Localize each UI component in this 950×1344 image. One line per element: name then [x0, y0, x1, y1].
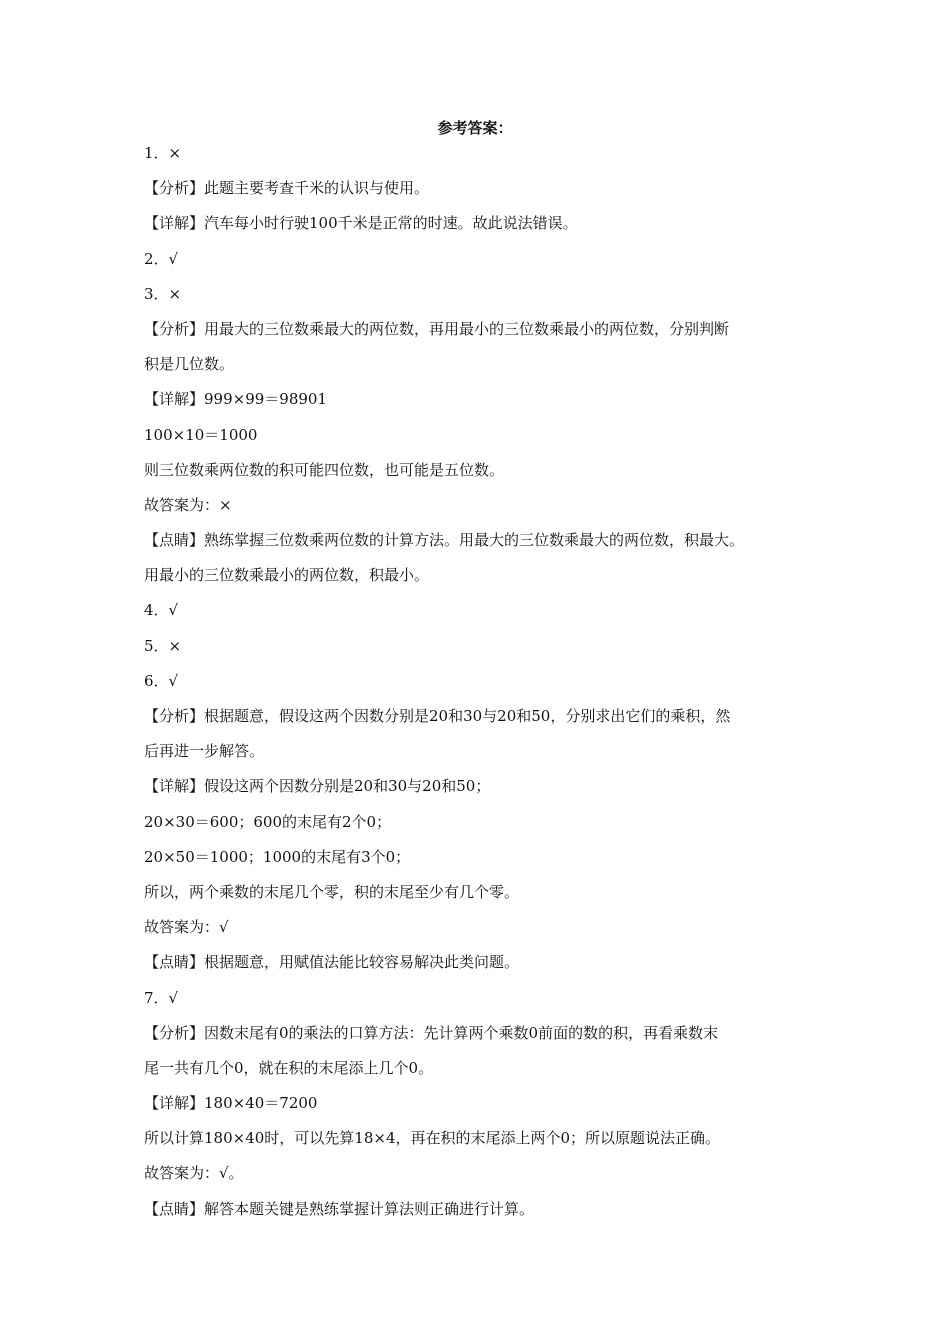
- text-line: 【分析】此题主要考查千米的认识与使用。: [144, 179, 430, 198]
- text-line: 【点睛】熟练掌握三位数乘两位数的计算方法。用最大的三位数乘最大的两位数，积最大。: [144, 531, 745, 550]
- text-line: 则三位数乘两位数的积可能四位数，也可能是五位数。: [144, 460, 505, 479]
- text-line: 用最小的三位数乘最小的两位数，积最小。: [144, 566, 430, 585]
- text-line: 7．√: [144, 988, 179, 1007]
- page-title: 参考答案：: [437, 119, 513, 137]
- text-line: 【详解】180×40＝7200: [144, 1094, 318, 1113]
- text-line: 5．×: [144, 636, 182, 655]
- answer-content: [144, 140, 824, 1231]
- text-line: 所以计算180×40时，可以先算18×4，再在积的末尾添上两个0；所以原题说法正确。: [144, 1129, 721, 1148]
- text-line: 积是几位数。: [144, 355, 235, 374]
- text-line: 【详解】999×99＝98901: [144, 390, 328, 409]
- text-line: 故答案为：√: [144, 918, 229, 937]
- text-line: 3．×: [144, 284, 182, 303]
- text-line: 20×50＝1000；1000的末尾有3个0；: [144, 847, 411, 866]
- text-line: 1．×: [144, 144, 182, 162]
- text-line: 20×30＝600；600的末尾有2个0；: [144, 812, 392, 831]
- text-line: 6．√: [144, 671, 179, 690]
- text-line: 后再进一步解答。: [144, 742, 265, 761]
- text-line: 100×10＝1000: [144, 425, 258, 444]
- text-line: 【分析】根据题意，假设这两个因数分别是20和30与20和50，分别求出它们的乘积，然: [144, 707, 731, 725]
- text-line: 所以，两个乘数的末尾几个零，积的末尾至少有几个零。: [144, 882, 520, 901]
- text-line: 【详解】假设这两个因数分别是20和30与20和50；: [144, 777, 491, 796]
- text-line: 【详解】汽车每小时行驶100千米是正常的时速。故此说法错误。: [144, 214, 578, 233]
- text-line: 故答案为：×: [144, 495, 232, 514]
- text-line: 【点睛】解答本题关键是熟练掌握计算法则正确进行计算。: [144, 1199, 535, 1218]
- text-line: 【分析】用最大的三位数乘最大的两位数，再用最小的三位数乘最小的两位数，分别判断: [144, 319, 730, 338]
- text-line: 尾一共有几个0，就在积的末尾添上几个0。: [144, 1058, 434, 1077]
- text-line: 【分析】因数末尾有0的乘法的口算方法：先计算两个乘数0前面的数的积，再看乘数末: [144, 1023, 719, 1042]
- text-line: 故答案为：√。: [144, 1164, 244, 1183]
- text-line: 【点睛】根据题意，用赋值法能比较容易解决此类问题。: [144, 953, 520, 972]
- text-line: 2．√: [144, 249, 179, 268]
- text-line: 4．√: [144, 601, 179, 620]
